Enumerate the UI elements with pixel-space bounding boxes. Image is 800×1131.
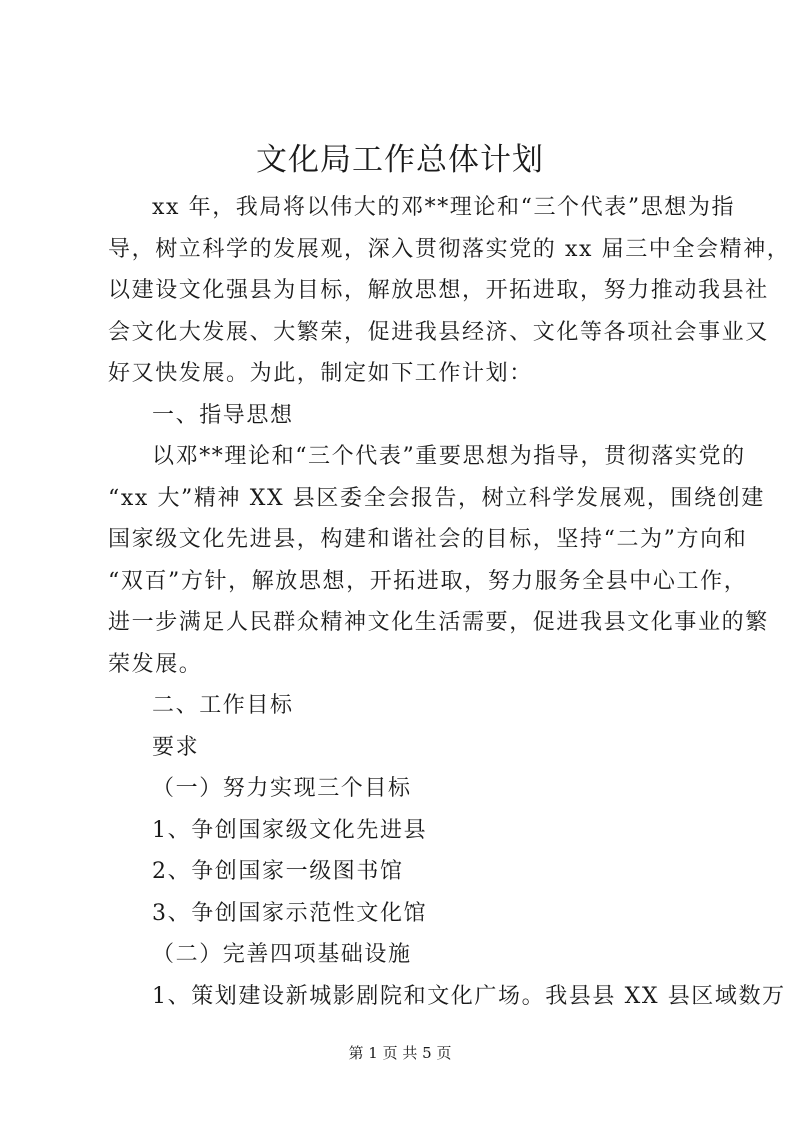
text-line: 荣发展。 <box>108 651 203 677</box>
text-line: 二、工作目标 <box>152 693 294 718</box>
text-line: （二）完善四项基础设施 <box>152 942 412 967</box>
text-line: （一）努力实现三个目标 <box>152 776 412 801</box>
text-line: 1、策划建设新城影剧院和文化广场。我县县 XX 县区域数万 <box>152 983 786 1009</box>
document-title: 文化局工作总体计划 <box>256 142 544 178</box>
text-line: “双百”方针，解放思想，开拓进取，努力服务全县中心工作， <box>108 568 748 594</box>
text-line: 3、争创国家示范性文化馆 <box>152 900 428 926</box>
text-line: 要求 <box>152 734 200 760</box>
text-line: xx 年，我局将以伟大的邓**理论和“三个代表”思想为指 <box>152 195 736 220</box>
text-line: 会文化大发展、大繁荣，促进我县经济、文化等各项社会事业又 <box>108 319 769 345</box>
text-line: 1、争创国家级文化先进县 <box>152 817 428 843</box>
text-line: 导，树立科学的发展观，深入贯彻落实党的 xx 届三中全会精神， <box>108 236 791 262</box>
text-line: 进一步满足人民群众精神文化生活需要，促进我县文化事业的繁 <box>108 610 769 635</box>
page-footer: 第 1 页 共 5 页 <box>348 1044 452 1062</box>
text-line: “xx 大”精神 XX 县区委全会报告，树立科学发展观，围绕创建 <box>108 485 765 511</box>
text-line: 以建设文化强县为目标，解放思想，开拓进取，努力推动我县社 <box>108 278 769 303</box>
text-line: 2、争创国家一级图书馆 <box>152 859 404 884</box>
text-line: 一、指导思想 <box>152 402 294 428</box>
text-line: 国家级文化先进县，构建和谐社会的目标，坚持“二为”方向和 <box>108 527 748 552</box>
text-line: 好又快发展。为此，制定如下工作计划： <box>108 361 533 386</box>
document-body <box>108 187 791 1017</box>
text-line: 以邓**理论和“三个代表”重要思想为指导，贯彻落实党的 <box>152 444 746 469</box>
